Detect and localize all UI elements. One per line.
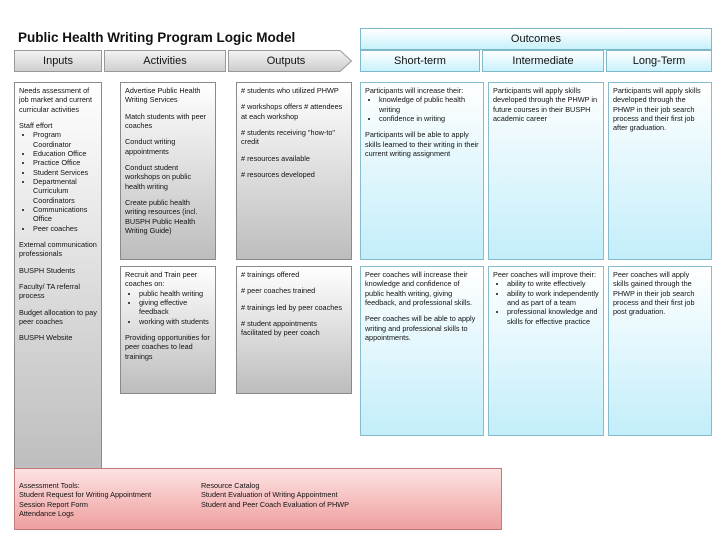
activity-providing: Providing opportunities for peer coaches to lead trainings [125, 332, 210, 361]
assessment-line: Attendance Logs [19, 509, 74, 519]
short-term-list [365, 95, 479, 123]
assessment-line: Student and Peer Coach Evaluation of PHWP [201, 499, 350, 509]
staff-list [19, 130, 97, 233]
recruit-list [125, 289, 211, 326]
input-staff-heading: Staff effort [19, 120, 53, 130]
assessment-line: Session Report Form [19, 499, 88, 509]
intermediate-item: • ability to work independently and as part of a team [507, 289, 599, 308]
assessment-line: Assessment Tools: [19, 481, 80, 490]
recruit-item: • giving effective feedback [139, 298, 211, 317]
staff-item: • Education Office [33, 149, 97, 158]
long-term-peer-text: Peer coaches will apply skills gained through the PHWP in their job search process and their first job post graduation. [613, 270, 695, 317]
staff-item: • Departmental Curriculum Coordinators [33, 177, 97, 205]
input-external: External communication professionals [19, 239, 97, 259]
intermediate-list [493, 279, 599, 326]
header-outputs: Outputs [266, 55, 306, 67]
long-term-top-box [608, 82, 712, 260]
staff-item: • Student Services [33, 168, 97, 177]
input-faculty: Faculty/ TA referral process [19, 281, 80, 301]
input-students: BUSPH Students [19, 265, 75, 275]
intermediate-item: • professional knowledge and skills for effective practice [507, 307, 599, 326]
activity-item: Create public health writing resources (incl. BUSPH Public Health Writing Guide) [125, 197, 198, 235]
output-item: # workshops offers # attendees at each workshop [241, 102, 343, 121]
intermediate-intro: Peer coaches will improve their: [493, 270, 597, 279]
activity-item: Conduct writing appointments [125, 137, 176, 156]
assessment-line: Student Request for Writing Appointment [19, 490, 152, 500]
staff-item: • Peer coaches [33, 224, 97, 233]
assessment-col-2 [201, 481, 349, 509]
output-item: # students who utilized PHWP [241, 86, 339, 95]
short-term-apply: Participants will be able to apply skills learned to their writing in their current writing assignment [365, 130, 479, 158]
inputs-box [14, 82, 102, 472]
staff-item: • Practice Office [33, 158, 97, 167]
output-item: # student appointments facilitated by peer coach [241, 318, 320, 338]
long-term-bottom-box [608, 266, 712, 436]
activities-bottom-box [120, 266, 216, 394]
assessment-box [14, 468, 502, 530]
long-term-text: Participants will apply skills developed through the PHWP in their job search process and their first job after graduation. [613, 86, 701, 133]
output-item: # trainings led by peer coaches [241, 302, 343, 312]
header-short-term: Short-term [360, 50, 480, 72]
intermediate-top-box [488, 82, 604, 260]
short-term-peer-2: Peer coaches will be able to apply writing and professional skills to appointments. [365, 314, 476, 342]
activities-top-box [120, 82, 216, 260]
assessment-line: Resource Catalog [201, 481, 260, 490]
outputs-bottom-box [236, 266, 352, 394]
recruit-item: • public health writing [139, 289, 211, 298]
page-title: Public Health Writing Program Logic Model [18, 30, 296, 45]
output-item: # resources developed [241, 169, 315, 179]
output-item: # students receiving "how-to" credit [241, 127, 336, 147]
short-term-item: • confidence in writing [379, 114, 479, 123]
short-term-peer-1: Peer coaches will increase their knowledge and confidence of public health writing, giving feedback, and professional skills. [365, 270, 473, 307]
header-inputs: Inputs [14, 50, 102, 72]
recruit-item: • working with students [139, 317, 211, 326]
staff-item: • Communications Office [33, 205, 97, 224]
header-outcomes: Outcomes [360, 28, 712, 50]
header-activities: Activities [104, 50, 226, 72]
output-item: # peer coaches trained [241, 286, 316, 296]
activity-item: Match students with peer coaches [125, 111, 207, 130]
intermediate-text: Participants will apply skills developed through the PHWP in future courses in their BUSPH academic career [493, 86, 598, 123]
header-long-term: Long-Term [606, 50, 712, 72]
output-item: # trainings offered [241, 270, 300, 279]
input-website: BUSPH Website [19, 333, 73, 343]
activity-item: Conduct student workshops on public health writing [125, 162, 192, 191]
header-intermediate: Intermediate [482, 50, 604, 72]
input-needs: Needs assessment of job market and current curricular activities [19, 86, 93, 114]
activity-item: Advertise Public Health Writing Services [125, 86, 201, 105]
short-term-top-box [360, 82, 484, 260]
activity-recruit: Recruit and Train peer coaches on: [125, 270, 198, 289]
intermediate-item: • ability to write effectively [507, 279, 599, 288]
intermediate-bottom-box [488, 266, 604, 436]
input-budget: Budget allocation to pay peer coaches [19, 307, 97, 326]
output-item: # resources available [241, 153, 310, 163]
staff-item: • Program Coordinator [33, 130, 97, 149]
assessment-line: Student Evaluation of Writing Appointment [201, 490, 338, 500]
short-term-item: • knowledge of public health writing [379, 95, 479, 114]
short-term-bottom-box [360, 266, 484, 436]
outputs-top-box [236, 82, 352, 260]
short-term-intro: Participants will increase their: [365, 86, 464, 95]
